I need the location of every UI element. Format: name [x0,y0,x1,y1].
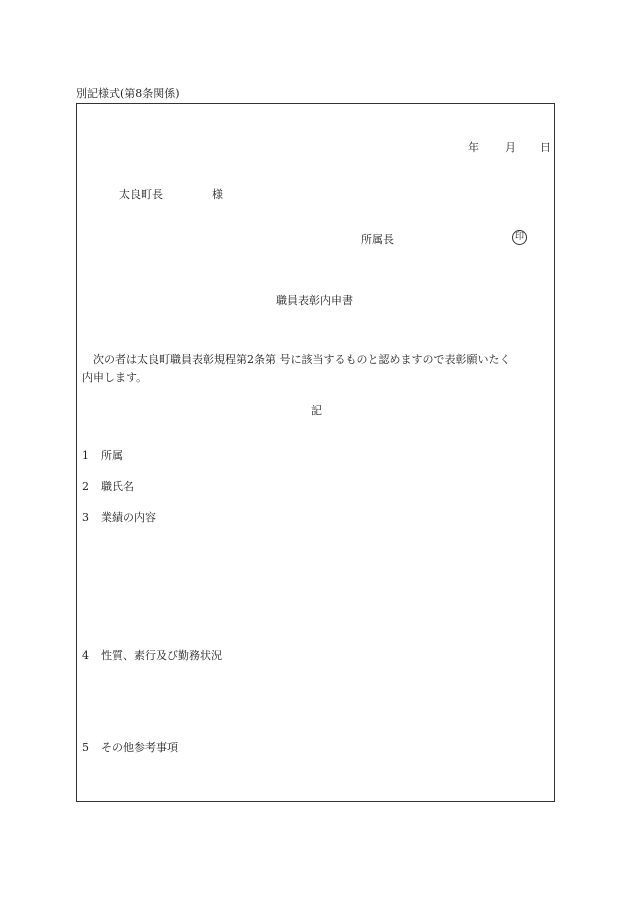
form-label: 別記様式(第8条関係) [76,87,180,100]
item-3 [82,509,156,525]
date-year: 年 [468,141,479,154]
item-number: 4 [82,649,89,662]
item-4 [82,647,222,663]
body-line-2: 内申します。 [82,371,148,384]
body-line-1: 次の者は太良町職員表彰規程第2条第 号に該当するものと認めますので表彰願いたく [93,353,511,366]
item-1 [82,447,123,463]
item-label: 業績の内容 [101,511,156,524]
item-number: 5 [82,741,89,754]
item-label: 職氏名 [101,480,134,493]
item-label: 所属 [101,449,123,462]
item-number: 3 [82,511,89,524]
body-paragraph [82,351,550,387]
form-frame [76,103,555,802]
addressee-name: 太良町長 [119,188,163,201]
item-number: 2 [82,480,89,493]
ki-heading: 記 [311,404,322,417]
document-title: 職員表彰内申書 [276,294,353,307]
item-label: 性質、素行及び勤務状況 [101,649,222,662]
seal-mark: 印 [512,230,527,245]
addressee-honorific: 様 [212,188,223,201]
item-number: 1 [82,449,89,462]
item-label: その他参考事項 [101,741,178,754]
sender-title: 所属長 [361,233,394,246]
date-day: 日 [540,141,551,154]
date-month: 月 [505,141,516,154]
item-5 [82,739,178,755]
item-2 [82,478,134,494]
